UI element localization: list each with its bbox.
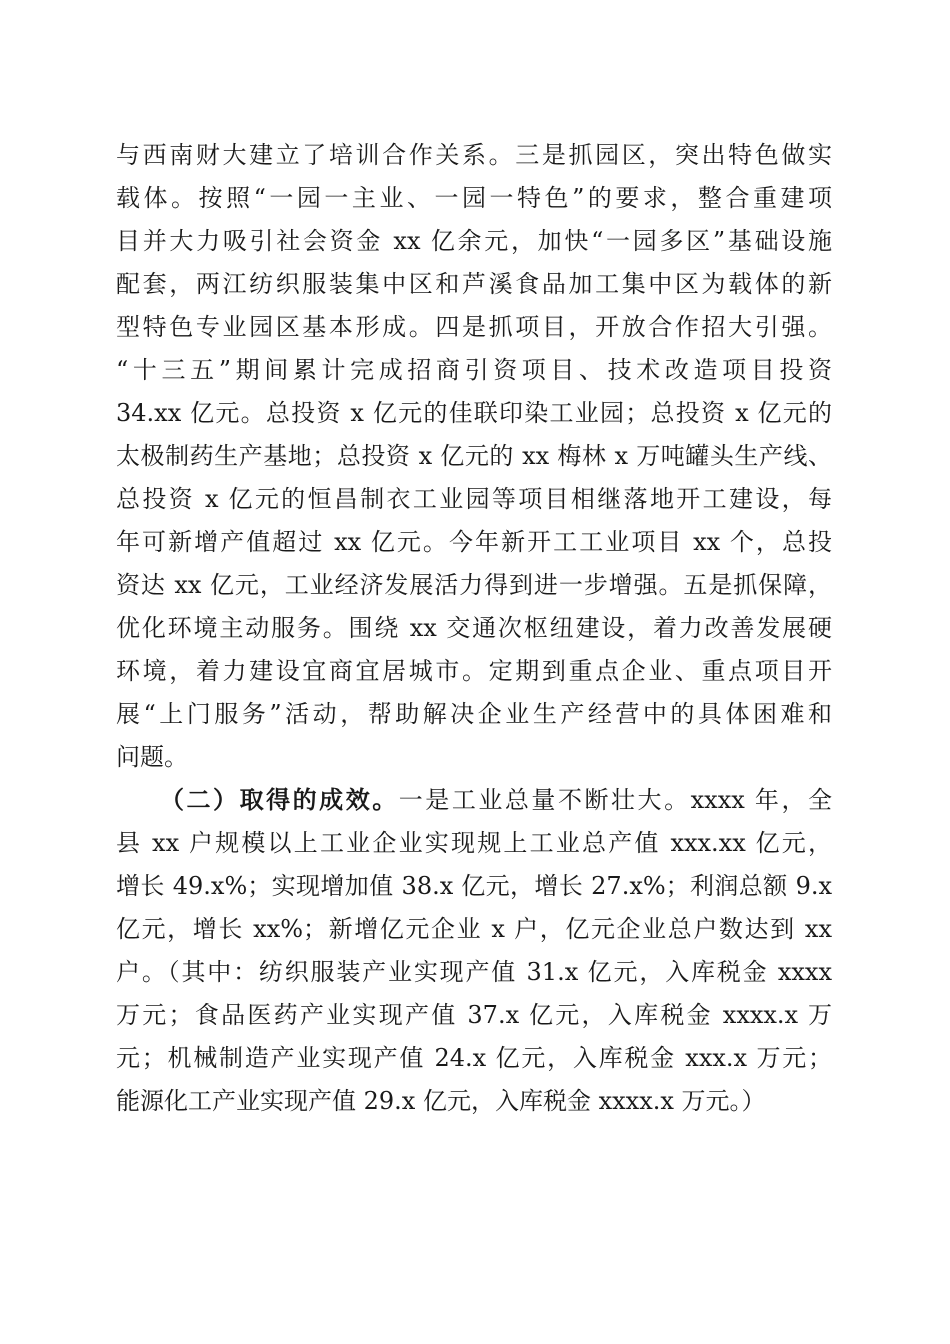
paragraph-2-line-4: 亿元，增长 xx%；新增亿元企业 x 户，亿元企业总户数达到 xx bbox=[116, 915, 832, 943]
paragraph-1-line-14: 展“上门服务”活动，帮助解决企业生产经营中的具体困难和 bbox=[116, 700, 832, 728]
section-heading: （二）取得的成效。 bbox=[160, 785, 399, 814]
paragraph-1-line-10: 年可新增产值超过 xx 亿元。今年新开工工业项目 xx 个，总投 bbox=[116, 528, 832, 556]
paragraph-1-line-1: 与西南财大建立了培训合作关系。三是抓园区，突出特色做实 bbox=[116, 141, 832, 169]
paragraph-1-line-12: 优化环境主动服务。围绕 xx 交通次枢纽建设，着力改善发展硬 bbox=[116, 614, 832, 642]
paragraph-1-line-8: 太极制药生产基地；总投资 x 亿元的 xx 梅林 x 万吨罐头生产线、 bbox=[116, 442, 832, 470]
paragraph-2-line-6: 万元；食品医药产业实现产值 37.x 亿元，入库税金 xxxx.x 万 bbox=[116, 1001, 832, 1029]
paragraph-2-line-7: 元；机械制造产业实现产值 24.x 亿元，入库税金 xxx.x 万元； bbox=[116, 1044, 832, 1072]
paragraph-1-line-15: 问题。 bbox=[116, 743, 188, 771]
paragraph-2-line-5: 户。（其中：纺织服装产业实现产值 31.x 亿元，入库税金 xxxx bbox=[116, 958, 832, 986]
paragraph-2-line-1 bbox=[160, 783, 832, 817]
paragraph-1-line-3: 目并大力吸引社会资金 xx 亿余元，加快“一园多区”基础设施 bbox=[116, 227, 832, 255]
paragraph-1-line-4: 配套，两江纺织服装集中区和芦溪食品加工集中区为载体的新 bbox=[116, 270, 832, 298]
paragraph-1-line-5: 型特色专业园区基本形成。四是抓项目，开放合作招大引强。 bbox=[116, 313, 832, 341]
paragraph-1-line-9: 总投资 x 亿元的恒昌制衣工业园等项目相继落地开工建设，每 bbox=[116, 485, 832, 513]
paragraph-1-line-2: 载体。按照“一园一主业、一园一特色”的要求，整合重建项 bbox=[116, 184, 832, 212]
paragraph-1-line-7: 34.xx 亿元。总投资 x 亿元的佳联印染工业园；总投资 x 亿元的 bbox=[116, 399, 832, 427]
paragraph-2-line-1-text: 一是工业总量不断壮大。xxxx 年，全 bbox=[398, 786, 832, 814]
paragraph-1-line-6: “十三五”期间累计完成招商引资项目、技术改造项目投资 bbox=[116, 356, 832, 384]
paragraph-2-line-8: 能源化工产业实现产值 29.x 亿元，入库税金 xxxx.x 万元。） bbox=[116, 1087, 766, 1115]
paragraph-1-line-13: 环境，着力建设宜商宜居城市。定期到重点企业、重点项目开 bbox=[116, 657, 832, 685]
paragraph-1-line-11: 资达 xx 亿元，工业经济发展活力得到进一步增强。五是抓保障， bbox=[116, 571, 832, 599]
paragraph-2-line-3: 增长 49.x%；实现增加值 38.x 亿元，增长 27.x%；利润总额 9.x bbox=[116, 872, 832, 900]
paragraph-2-line-2: 县 xx 户规模以上工业企业实现规上工业总产值 xxx.xx 亿元， bbox=[116, 829, 832, 857]
